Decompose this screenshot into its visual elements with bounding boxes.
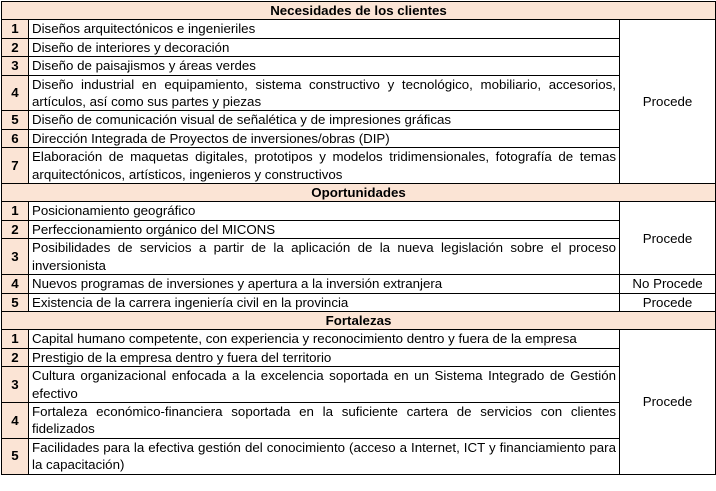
row-number: 5 bbox=[2, 293, 29, 311]
table-row bbox=[2, 293, 716, 311]
table-row bbox=[2, 129, 716, 147]
table-body bbox=[2, 2, 716, 475]
result-cell: Procede bbox=[620, 202, 716, 275]
table-row bbox=[2, 438, 716, 474]
table-row bbox=[2, 348, 716, 366]
row-number: 2 bbox=[2, 38, 29, 56]
row-description: Diseños arquitectónicos e ingenieriles bbox=[29, 20, 620, 38]
row-number: 2 bbox=[2, 220, 29, 238]
row-description: Diseño de comunicación visual de señalética y de impresiones gráficas bbox=[29, 111, 620, 129]
row-number: 6 bbox=[2, 129, 29, 147]
row-description: Posicionamiento geográfico bbox=[29, 202, 620, 220]
row-number: 1 bbox=[2, 20, 29, 38]
section-header-row bbox=[2, 311, 716, 329]
row-description: Existencia de la carrera ingeniería civil en la provincia bbox=[29, 293, 620, 311]
table-row bbox=[2, 239, 716, 275]
row-number: 4 bbox=[2, 75, 29, 111]
section-title: Necesidades de los clientes bbox=[2, 2, 716, 20]
row-description: Perfeccionamiento orgánico del MICONS bbox=[29, 220, 620, 238]
row-description: Capital humano competente, con experiencia y reconocimiento dentro y fuera de la empresa bbox=[29, 330, 620, 348]
table-row bbox=[2, 57, 716, 75]
result-cell: Procede bbox=[620, 20, 716, 184]
row-description: Prestigio de la empresa dentro y fuera del territorio bbox=[29, 348, 620, 366]
row-number: 7 bbox=[2, 148, 29, 184]
row-number: 5 bbox=[2, 438, 29, 474]
row-description: Cultura organizacional enfocada a la excelencia soportada en un Sistema Integrado de Gestión efectivo bbox=[29, 367, 620, 403]
table-row bbox=[2, 275, 716, 293]
row-description: Fortaleza económico-financiera soportada en la suficiente cartera de servicios con clientes fidelizados bbox=[29, 402, 620, 438]
row-description: Elaboración de maquetas digitales, prototipos y modelos tridimensionales, fotografía de temas arquitectónicos, artísticos, ingenieros y constructivos bbox=[29, 148, 620, 184]
table-row bbox=[2, 148, 716, 184]
table-row bbox=[2, 202, 716, 220]
row-number: 3 bbox=[2, 367, 29, 403]
table-row bbox=[2, 330, 716, 348]
row-description: Facilidades para la efectiva gestión del conocimiento (acceso a Internet, ICT y financiamiento para la capacitación) bbox=[29, 438, 620, 474]
row-description: Diseño de interiores y decoración bbox=[29, 38, 620, 56]
row-description: Dirección Integrada de Proyectos de inversiones/obras (DIP) bbox=[29, 129, 620, 147]
row-description: Posibilidades de servicios a partir de la aplicación de la nueva legislación sobre el proceso inversionista bbox=[29, 239, 620, 275]
section-title: Fortalezas bbox=[2, 311, 716, 329]
row-description: Nuevos programas de inversiones y apertura a la inversión extranjera bbox=[29, 275, 620, 293]
row-description: Diseño industrial en equipamiento, sistema constructivo y tecnológico, mobiliario, accesorios, artículos, así como sus partes y piezas bbox=[29, 75, 620, 111]
row-number: 1 bbox=[2, 330, 29, 348]
table-row bbox=[2, 38, 716, 56]
row-number: 2 bbox=[2, 348, 29, 366]
table-row bbox=[2, 20, 716, 38]
result-cell: Procede bbox=[620, 293, 716, 311]
row-number: 1 bbox=[2, 202, 29, 220]
row-description: Diseño de paisajismos y áreas verdes bbox=[29, 57, 620, 75]
table-row bbox=[2, 75, 716, 111]
row-number: 4 bbox=[2, 275, 29, 293]
section-header-row bbox=[2, 184, 716, 202]
table-row bbox=[2, 367, 716, 403]
row-number: 5 bbox=[2, 111, 29, 129]
table-row bbox=[2, 220, 716, 238]
row-number: 4 bbox=[2, 402, 29, 438]
swot-table bbox=[1, 1, 716, 475]
row-number: 3 bbox=[2, 57, 29, 75]
section-title: Oportunidades bbox=[2, 184, 716, 202]
section-header-row bbox=[2, 2, 716, 20]
row-number: 3 bbox=[2, 239, 29, 275]
result-cell: Procede bbox=[620, 330, 716, 474]
result-cell: No Procede bbox=[620, 275, 716, 293]
table-row bbox=[2, 111, 716, 129]
table-row bbox=[2, 402, 716, 438]
